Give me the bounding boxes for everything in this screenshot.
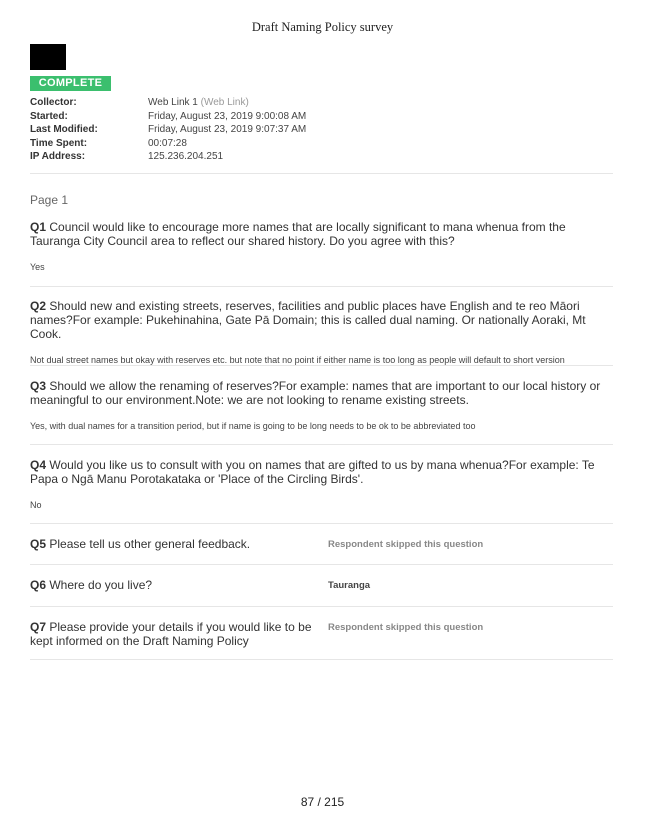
logo-block [30, 44, 66, 70]
meta-value: 00:07:28 [148, 137, 187, 149]
page-label: Page 1 [30, 193, 69, 207]
question-body: Please provide your details if you would like to be kept informed on the Draft Naming Policy [30, 620, 312, 648]
answer-skipped: Respondent skipped this question [328, 539, 484, 550]
question-body: Council would like to encourage more names that are locally significant to mana whenua from the Tauranga City Council area to reflect our shared history. Do you agree with this? [30, 220, 566, 248]
question-number: Q5 [30, 537, 47, 551]
question-number: Q7 [30, 620, 47, 634]
answer-text: Not dual street names but okay with reserves etc. but note that no point if either name is too long as people will default to short version [30, 355, 565, 365]
question-text [30, 537, 328, 551]
page-number: 87 / 215 [300, 795, 345, 809]
question-number: Q6 [30, 578, 47, 592]
question-block-q5 [30, 537, 613, 551]
divider [30, 444, 613, 445]
question-body: Please tell us other general feedback. [46, 537, 251, 551]
meta-label: Started: [30, 110, 68, 122]
divider [30, 523, 613, 524]
response-metadata [30, 96, 613, 164]
meta-value: Friday, August 23, 2019 9:07:37 AM [148, 124, 307, 136]
question-text [30, 299, 613, 341]
question-body: Should new and existing streets, reserves, facilities and public places have English and te reo Māori names?For example: Pukehinahina, Gate Pā Domain; this is called dual naming. Or nationally Aoraki, Mt Cook. [30, 299, 586, 341]
divider [30, 659, 613, 660]
question-block-q2 [30, 299, 613, 366]
meta-label: Collector: [30, 97, 77, 108]
answer-text: Yes [30, 262, 45, 272]
answer-text: Tauranga [328, 580, 371, 591]
question-text [30, 379, 613, 407]
question-block-q4 [30, 458, 613, 511]
status-badge: COMPLETE [30, 76, 111, 91]
meta-value [148, 96, 249, 110]
answer-text: Yes, with dual names for a transition period, but if name is going to be long needs to be ok to be abbreviated too [30, 421, 476, 431]
question-body: Where do you live? [46, 578, 153, 592]
question-body: Would you like us to consult with you on names that are gifted to us by mana whenua?For example: Te Papa o Ngā Manu Porotakataka or 'Place of the Circling Birds'. [30, 458, 595, 486]
meta-row-collector [30, 96, 613, 110]
question-text [30, 620, 328, 648]
meta-value: 125.236.204.251 [148, 151, 224, 163]
meta-label: Last Modified: [30, 124, 98, 136]
question-block-q1 [30, 220, 613, 273]
page-header-title: Draft Naming Policy survey [251, 20, 394, 34]
meta-row-time-spent [30, 137, 613, 151]
answer-skipped: Respondent skipped this question [328, 622, 484, 633]
question-block-q3 [30, 379, 613, 432]
question-block-q6 [30, 578, 613, 592]
collector-note: (Web Link) [200, 97, 249, 108]
meta-row-ip-address [30, 150, 613, 164]
question-number: Q4 [30, 458, 47, 472]
divider [30, 606, 613, 607]
question-body: Should we allow the renaming of reserves?For example: names that are important to our local history or meaningful to our environment.Note: we are not looking to rename existing streets. [30, 379, 601, 407]
question-text [30, 220, 613, 248]
meta-row-last-modified [30, 123, 613, 137]
answer-text: No [30, 500, 42, 510]
meta-label: Time Spent: [30, 137, 88, 149]
meta-value: Friday, August 23, 2019 9:00:08 AM [148, 110, 307, 122]
question-number: Q1 [30, 220, 47, 234]
divider [30, 173, 613, 174]
question-text [30, 578, 328, 592]
question-block-q7 [30, 620, 613, 648]
question-number: Q2 [30, 299, 47, 313]
meta-row-started [30, 110, 613, 124]
question-number: Q3 [30, 379, 47, 393]
divider [30, 365, 613, 366]
question-text [30, 458, 613, 486]
meta-label: IP Address: [30, 151, 86, 163]
divider [30, 564, 613, 565]
collector-value: Web Link 1 [148, 97, 198, 108]
divider [30, 286, 613, 287]
